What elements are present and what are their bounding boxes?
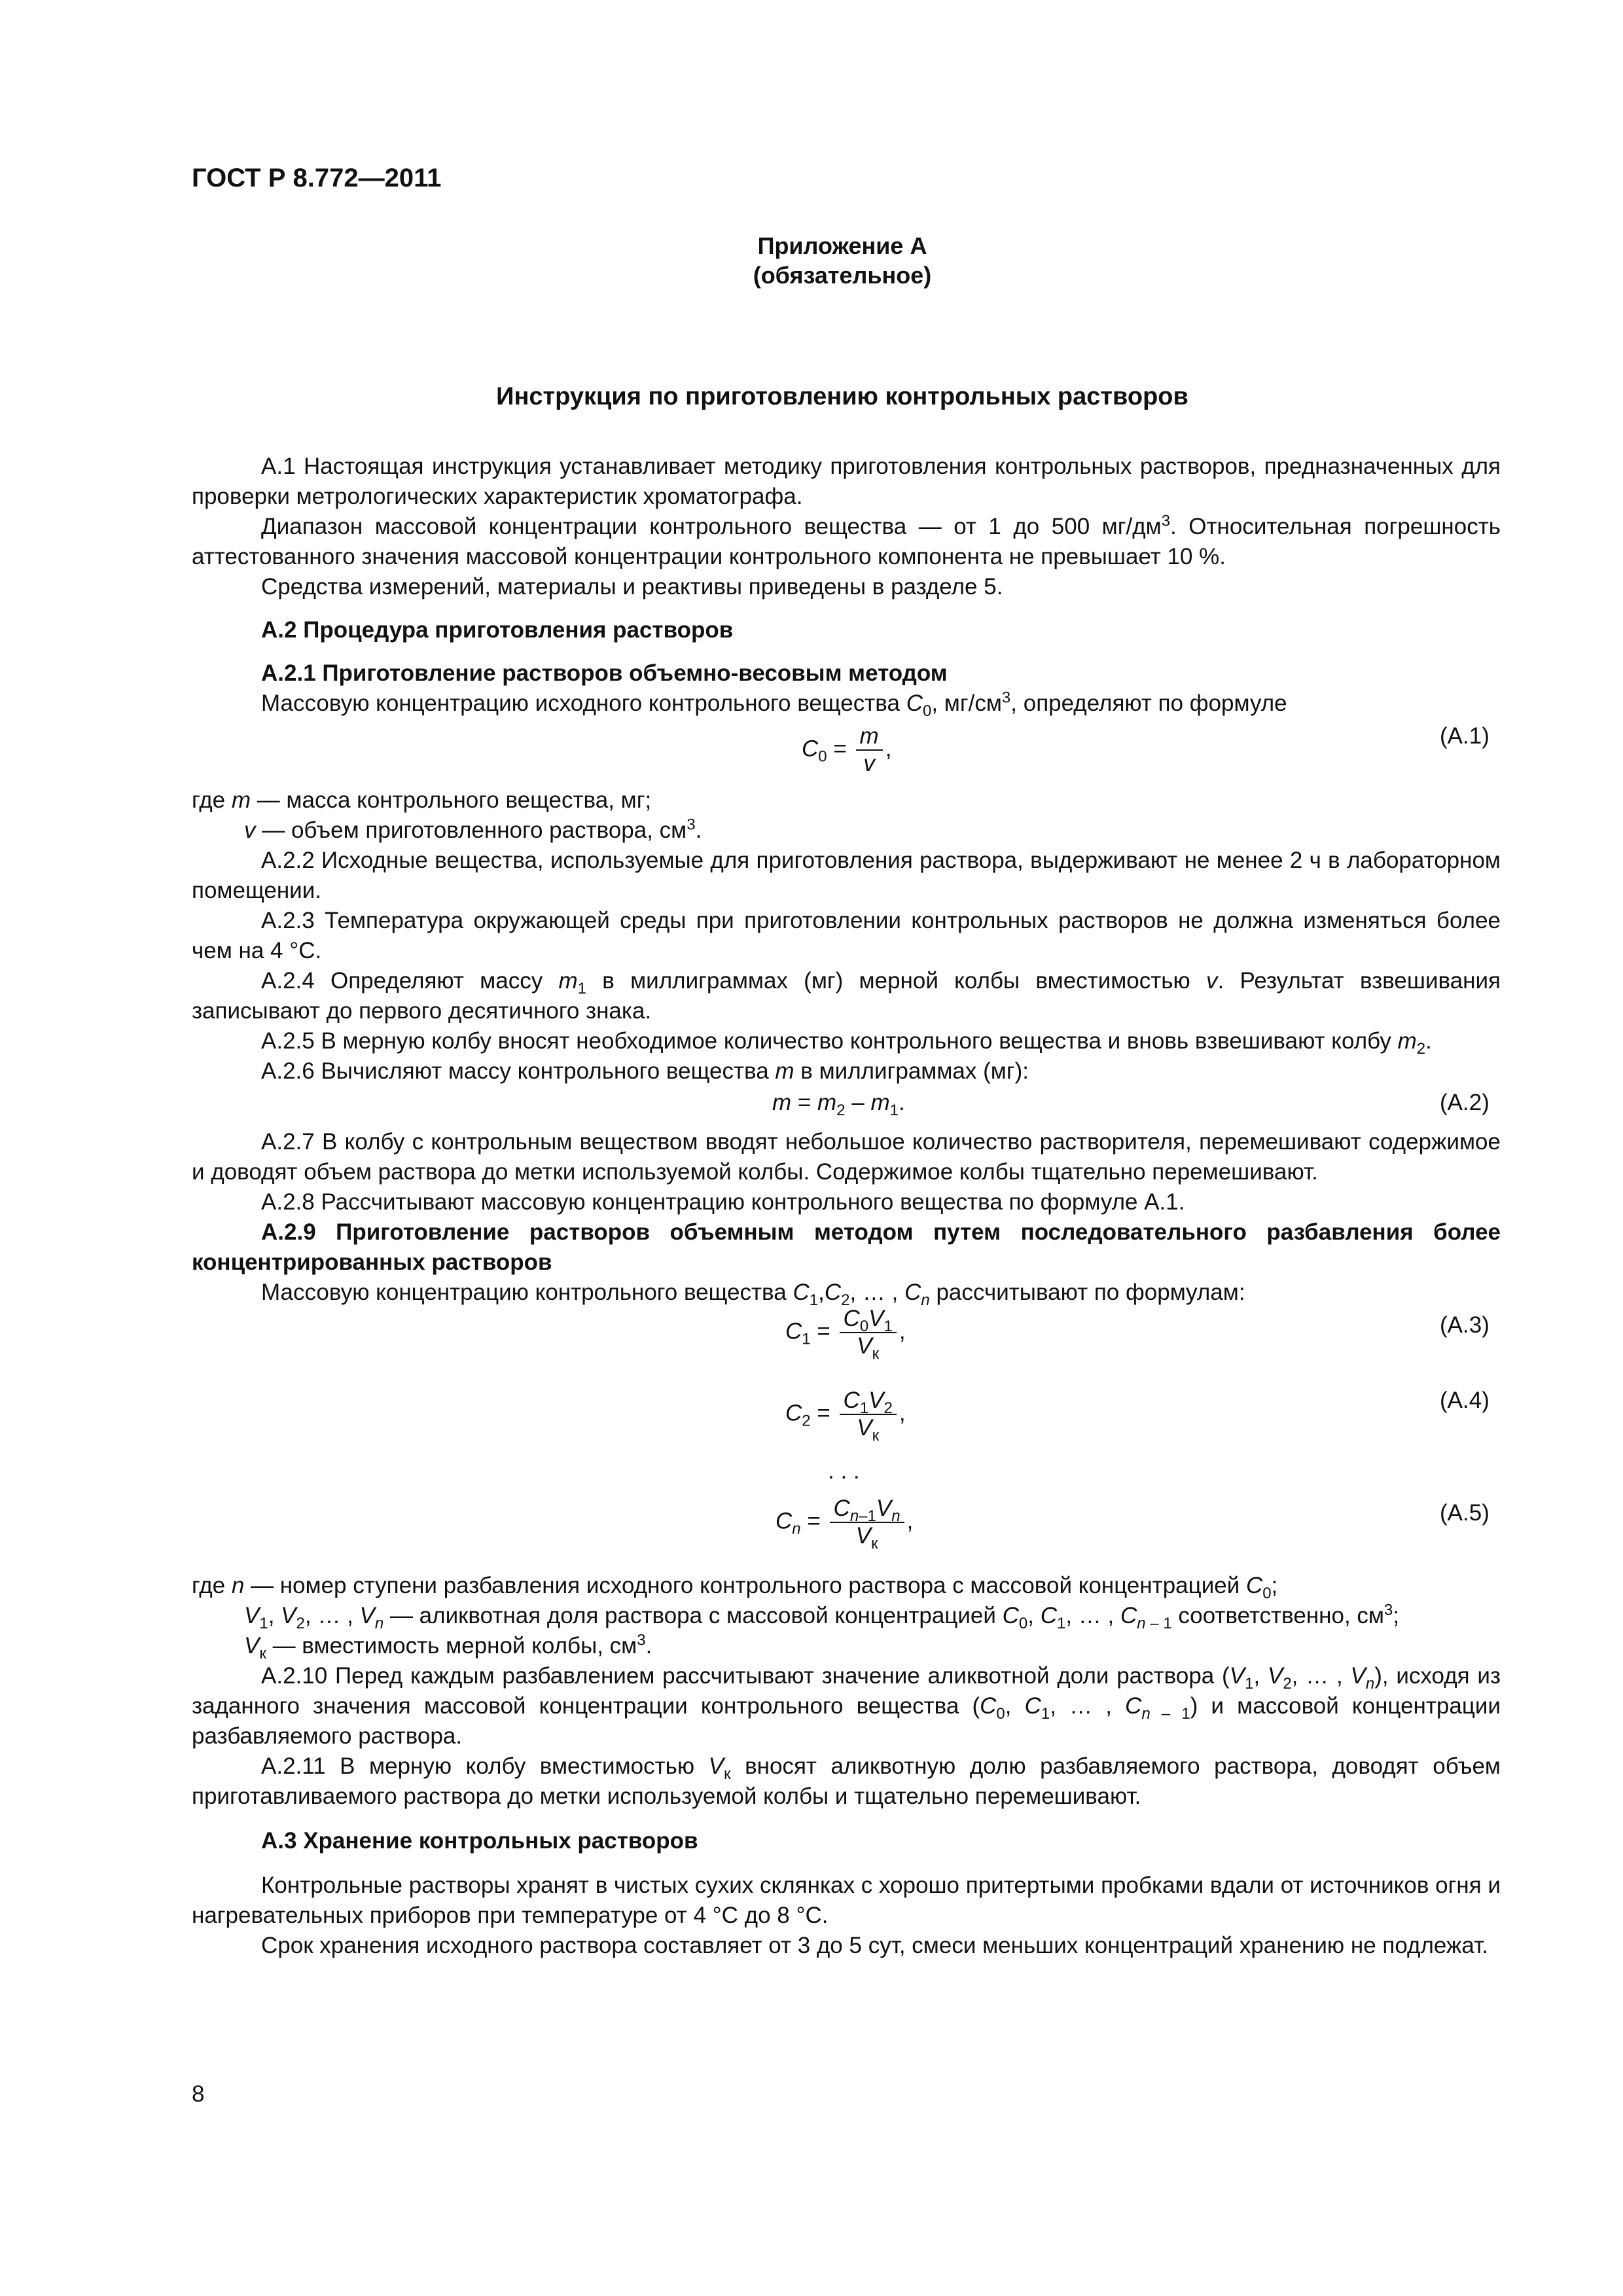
where-Vk: $V_к$ — вместимость мерной колбы, $см^3$. <box>244 1631 652 1662</box>
page-number: 8 <box>192 2081 205 2107</box>
appendix-name: Приложение А <box>757 232 927 259</box>
section-a27-a29 <box>192 1127 1501 1308</box>
appendix-status: (обязательное) <box>753 262 932 289</box>
section-a1 <box>192 452 1501 719</box>
heading-a21: А.2.1 Приготовление растворов объемно-весовым методом <box>261 660 948 686</box>
paragraph-a25: А.2.5 В мерную колбу вносят необходимое количество контрольного вещества и вновь взвешивают колбу $m_2$. <box>261 1028 1432 1058</box>
formula-a2: $m = m_2 - m_1$. <box>772 1090 905 1119</box>
paragraph-a29: Массовую концентрацию контрольного вещества $C_1,C_2$, … , $C_n$ рассчитывают по формулам: <box>261 1280 1245 1309</box>
equation-number-a5: (А.5) <box>1440 1500 1489 1526</box>
paragraph-a26: А.2.6 Вычисляют массу контрольного вещества m в миллиграммах (мг): <box>261 1058 1029 1084</box>
paragraph-a27: А.2.7 В колбу с контрольным веществом вводят небольшое количество растворителя, перемешивают содержимое и доводят объем раствора до метки используемой колбы. Содержимое колбы тщательно перемешивают. <box>192 1129 1501 1185</box>
section-a2-body <box>192 785 1501 1086</box>
paragraph-a24: А.2.4 Определяют массу $m_1$ в миллиграммах (мг) мерной колбы вместимостью v. Результат взвешивания записывают до первого десятичного знака. <box>192 968 1501 1024</box>
where-m: где m — масса контрольного вещества, мг; <box>192 787 652 813</box>
formula-ellipsis: . . . <box>828 1458 860 1484</box>
equation-number-a2: (А.2) <box>1440 1090 1489 1115</box>
appendix-title: Инструкция по приготовлению контрольных растворов <box>496 383 1188 410</box>
formula-a4: $C_2$ = $\frac{C_1V_2}{V_к}$ , <box>785 1388 906 1444</box>
paragraph-a1: А.1 Настоящая инструкция устанавливает методику приготовления контрольных растворов, предназначенных для проверки метрологических характеристик хроматографа. <box>192 454 1501 509</box>
paragraph-a3-storage: Контрольные растворы хранят в чистых сухих склянках с хорошо притертыми пробками вдали от источников огня и нагревательных приборов при температуре от 4 °С до 8 °С. <box>192 1873 1501 1928</box>
formula-a5: $C_n$ = $\frac{C_{n-1}V_n}{V_к}$ , <box>776 1496 914 1552</box>
equation-number-a3: (А.3) <box>1440 1312 1489 1338</box>
paragraph-a23: А.2.3 Температура окружающей среды при приготовлении контрольных растворов не должна изменяться более чем на 4 °С. <box>192 908 1501 963</box>
heading-a3: А.3 Хранение контрольных растворов <box>261 1828 698 1854</box>
paragraph-a211: А.2.11 В мерную колбу вместимостью $V_к$ вносят аликвотную долю разбавляемого раствора, доводят объем приготавливаемого раствора до метки используемой колбы и тщательно перемешивают. <box>192 1753 1501 1809</box>
where-v: v — объем приготовленного раствора, $см^3$. <box>244 816 702 843</box>
paragraph-a28: А.2.8 Рассчитывают массовую концентрацию контрольного вещества по формуле А.1. <box>261 1189 1185 1215</box>
heading-a29: А.2.9 Приготовление растворов объемным методом путем последовательного разбавления более концентрированных растворов <box>192 1219 1501 1275</box>
where-n: где n — номер ступени разбавления исходного контрольного раствора с массовой концентрацией $C_0$; <box>192 1573 1278 1602</box>
paragraph-a1-range: Диапазон массовой концентрации контрольного вещества — от 1 до 500 $мг/дм^3$. Относительная погрешность аттестованного значения массовой концентрации контрольного компонента не превышает 10 %. <box>192 512 1501 569</box>
equation-number-a1: (А.1) <box>1440 723 1489 749</box>
paragraph-a1-means: Средства измерений, материалы и реактивы приведены в разделе 5. <box>261 574 1003 600</box>
formula-a1: $C_0$ = $\frac{m}{v}$ , <box>802 723 892 776</box>
where-V: $V_1$, $V_2$, … , $V_n$ — аликвотная доля раствора с массовой концентрацией $C_0$, $C_1$, … , $C_{n - 1}$ соответственно, $см^3$; <box>244 1601 1400 1632</box>
formula-a3: $C_1$ = $\frac{C_0V_1}{V_к}$ , <box>785 1306 906 1363</box>
section-a29-legend <box>192 1571 1501 1961</box>
equation-number-a4: (А.4) <box>1440 1388 1489 1413</box>
paragraph-a210: А.2.10 Перед каждым разбавлением рассчитывают значение аликвотной доли раствора ($V_1$, $V_2$, … , $V_n$), исходя из заданного значения массовой концентрации контрольного вещества ($C_0$, $C_1$, … , $C_{n - 1}$) и массовой концентрации разбавляемого раствора. <box>192 1663 1501 1749</box>
document-code: ГОСТ Р 8.772—2011 <box>192 164 442 192</box>
paragraph-a22: А.2.2 Исходные вещества, используемые для приготовления раствора, выдерживают не менее 2 ч в лабораторном помещении. <box>192 848 1501 903</box>
heading-a2: А.2 Процедура приготовления растворов <box>261 617 734 643</box>
paragraph-a21: Массовую концентрацию исходного контрольного вещества $C_0$, $мг/см^3$, определяют по формуле <box>261 689 1287 720</box>
paragraph-a3-shelf-life: Срок хранения исходного раствора составляет от 3 до 5 сут, смеси меньших концентраций хранению не подлежат. <box>261 1933 1488 1958</box>
